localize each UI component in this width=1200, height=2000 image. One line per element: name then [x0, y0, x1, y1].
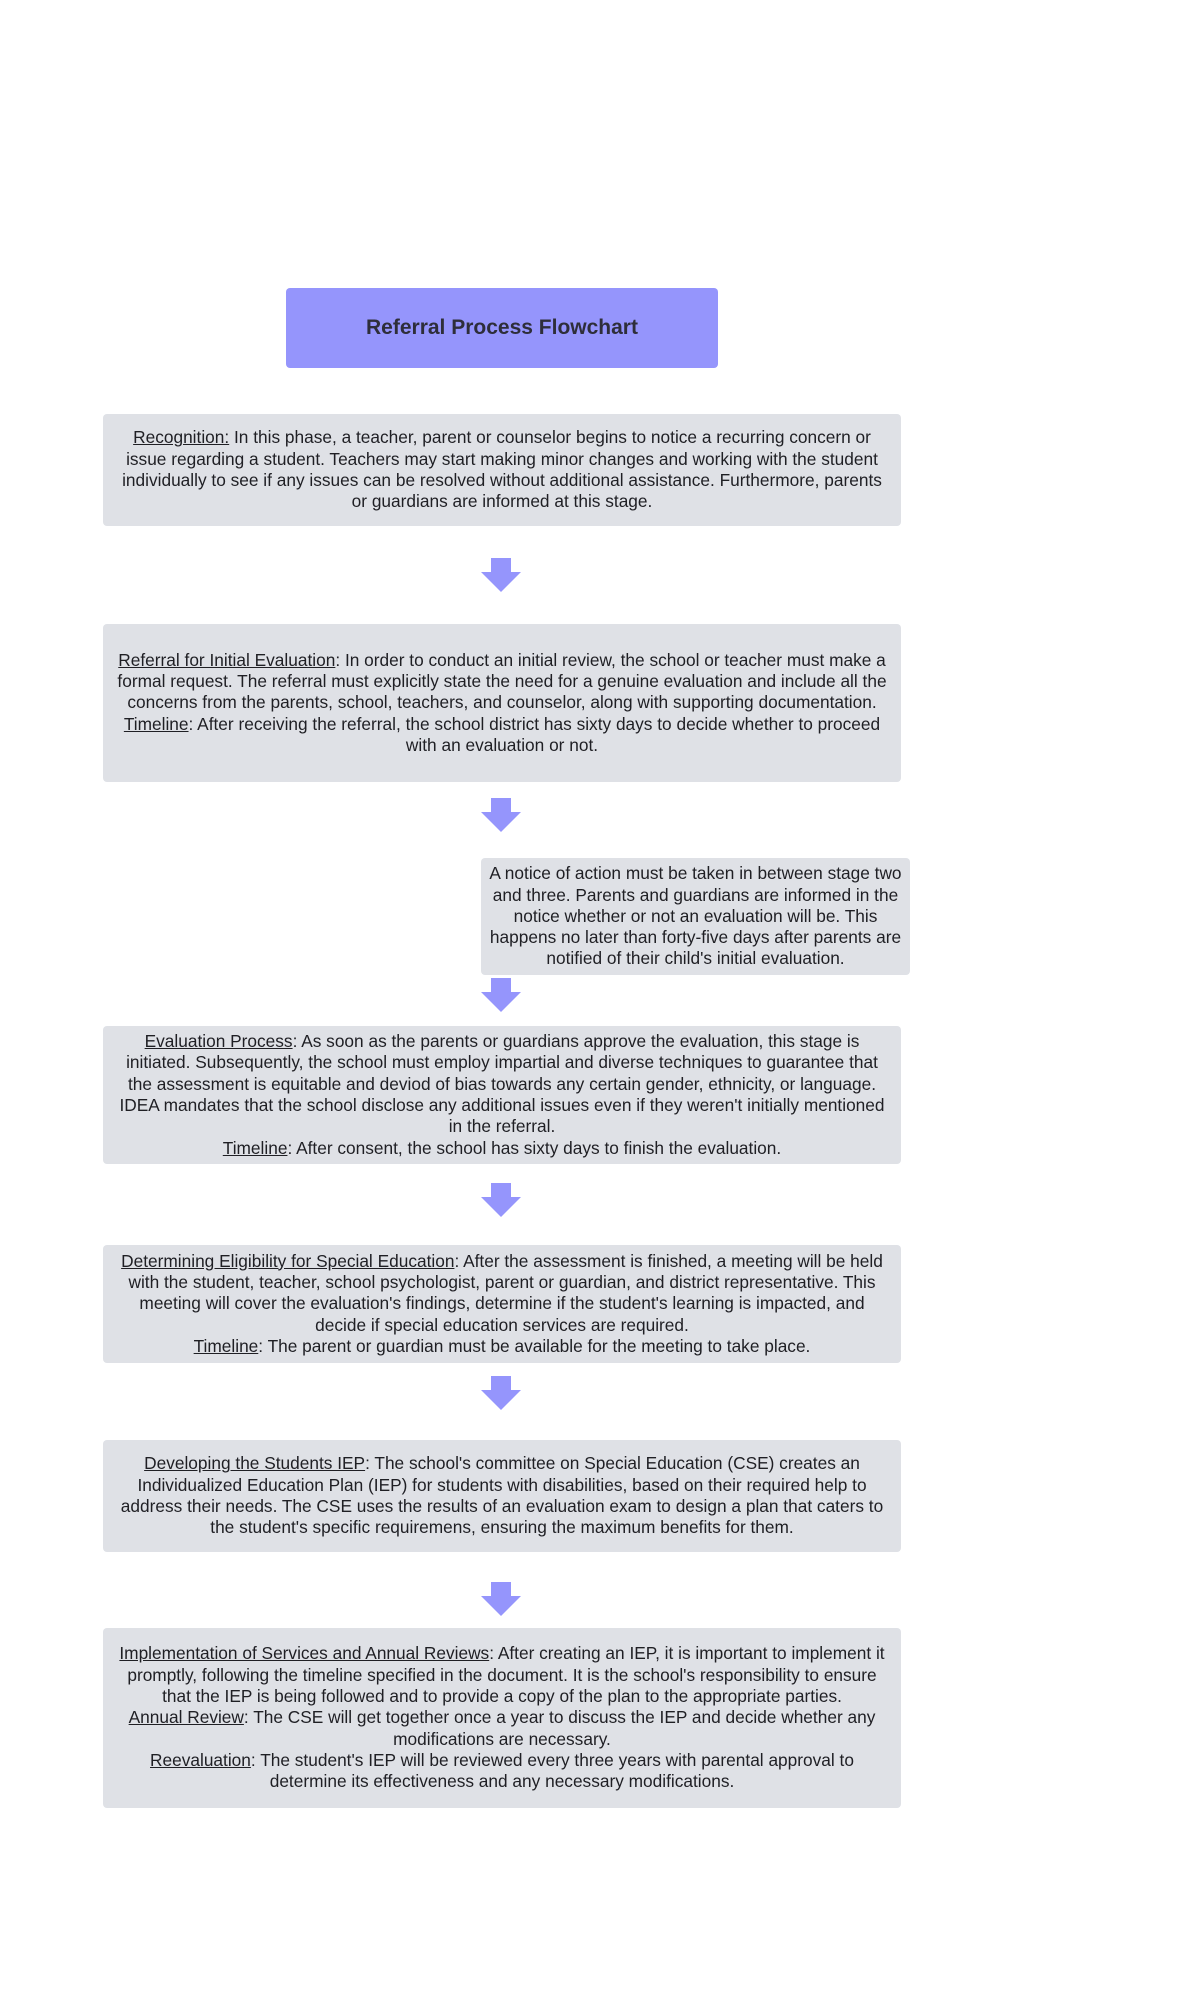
step-referral: [103, 624, 901, 782]
step-eligibility-text: [115, 1251, 889, 1336]
step-eligibility: [103, 1245, 901, 1363]
step-implementation-reevaluation: [115, 1750, 889, 1793]
down-arrow-icon: [481, 558, 521, 592]
annual-review-label: Annual Review: [128, 1707, 244, 1728]
step-recognition: [103, 414, 901, 526]
step-implementation-text: [115, 1643, 889, 1707]
reevaluation-label: Reevaluation: [150, 1749, 251, 1770]
timeline-label: Timeline: [193, 1335, 259, 1356]
step-evaluation-body: : As soon as the parents or guardians approve the evaluation, this stage is initiated. Subsequently, the school must employ impartial and diverse techniques to guarantee that the assessment is equitable and deviod of bias towards any certain gender, ethnicity, or language. IDEA mandates that the school disclose any additional issues even if they weren't initially mentioned in the referral.: [119, 1031, 885, 1137]
timeline-label: Timeline: [123, 713, 189, 734]
down-arrow-icon: [481, 978, 521, 1012]
step-develop-iep-heading: Developing the Students IEP: [144, 1453, 366, 1474]
step-recognition-heading: Recognition:: [133, 427, 230, 448]
timeline-text: : The parent or guardian must be available for the meeting to take place.: [258, 1335, 811, 1356]
down-arrow-icon: [481, 1376, 521, 1410]
step-implementation-annual-review: [115, 1707, 889, 1750]
down-arrow-icon: [481, 1183, 521, 1217]
down-arrow-icon: [481, 1582, 521, 1616]
step-recognition-text: [115, 427, 889, 512]
step-referral-body: : In order to conduct an initial review, the school or teacher must make a formal request. The referral must explicitly state the need for a genuine evaluation and include all the concerns from the parents, school, teachers, and counselor, along with supporting documentation.: [117, 649, 887, 713]
step-evaluation-heading: Evaluation Process: [144, 1031, 293, 1052]
notice-of-action-text: A notice of action must be taken in between stage two and three. Parents and guardians are informed in the notice whether or not an evaluation will be. This happens no later than forty-five days after parents are notified of their child's initial evaluation.: [489, 863, 902, 969]
step-implementation-heading: Implementation of Services and Annual Reviews: [119, 1643, 490, 1664]
step-evaluation-text: [115, 1031, 889, 1137]
step-develop-iep-body: : The school's committee on Special Education (CSE) creates an Individualized Education Plan (IEP) for students with disabilities, based on their required help to address their needs. The CSE uses the results of an evaluation exam to design a plan that caters to the student's specific requiremens, ensuring the maximum benefits for them.: [120, 1453, 884, 1538]
step-eligibility-timeline: [115, 1336, 889, 1357]
step-evaluation: [103, 1026, 901, 1164]
step-evaluation-timeline: [115, 1138, 889, 1159]
step-referral-timeline: [115, 714, 889, 757]
step-recognition-body: In this phase, a teacher, parent or counselor begins to notice a recurring concern or issue regarding a student. Teachers may start making minor changes and working with the student individually to see if any issues can be resolved without additional assistance. Furthermore, parents or guardians are informed at this stage.: [122, 427, 882, 512]
step-referral-heading: Referral for Initial Evaluation: [118, 649, 336, 670]
annual-review-text: : The CSE will get together once a year to discuss the IEP and decide whether any modifications are necessary.: [243, 1707, 876, 1749]
timeline-text: : After receiving the referral, the school district has sixty days to decide whether to proceed with an evaluation or not.: [188, 713, 881, 755]
step-referral-text: [115, 650, 889, 714]
step-eligibility-body: : After the assessment is finished, a meeting will be held with the student, teacher, school psychologist, parent or guardian, and district representative. This meeting will cover the evaluation's findings, determine if the student's learning is impacted, and decide if special education services are required.: [128, 1250, 883, 1335]
step-eligibility-heading: Determining Eligibility for Special Education: [121, 1250, 455, 1271]
step-develop-iep-text: [115, 1453, 889, 1538]
flowchart-title: Referral Process Flowchart: [286, 288, 718, 368]
step-implementation: [103, 1628, 901, 1808]
step-develop-iep: [103, 1440, 901, 1552]
reevaluation-text: : The student's IEP will be reviewed every three years with parental approval to determine its effectiveness and any necessary modifications.: [250, 1749, 854, 1792]
step-implementation-body: : After creating an IEP, it is important to implement it promptly, following the timeline specified in the document. It is the school's responsibility to ensure that the IEP is being followed and to provide a copy of the plan to the appropriate parties.: [127, 1643, 885, 1707]
timeline-label: Timeline: [222, 1137, 288, 1158]
notice-of-action: [481, 858, 910, 975]
timeline-text: : After consent, the school has sixty days to finish the evaluation.: [287, 1137, 782, 1158]
down-arrow-icon: [481, 798, 521, 832]
